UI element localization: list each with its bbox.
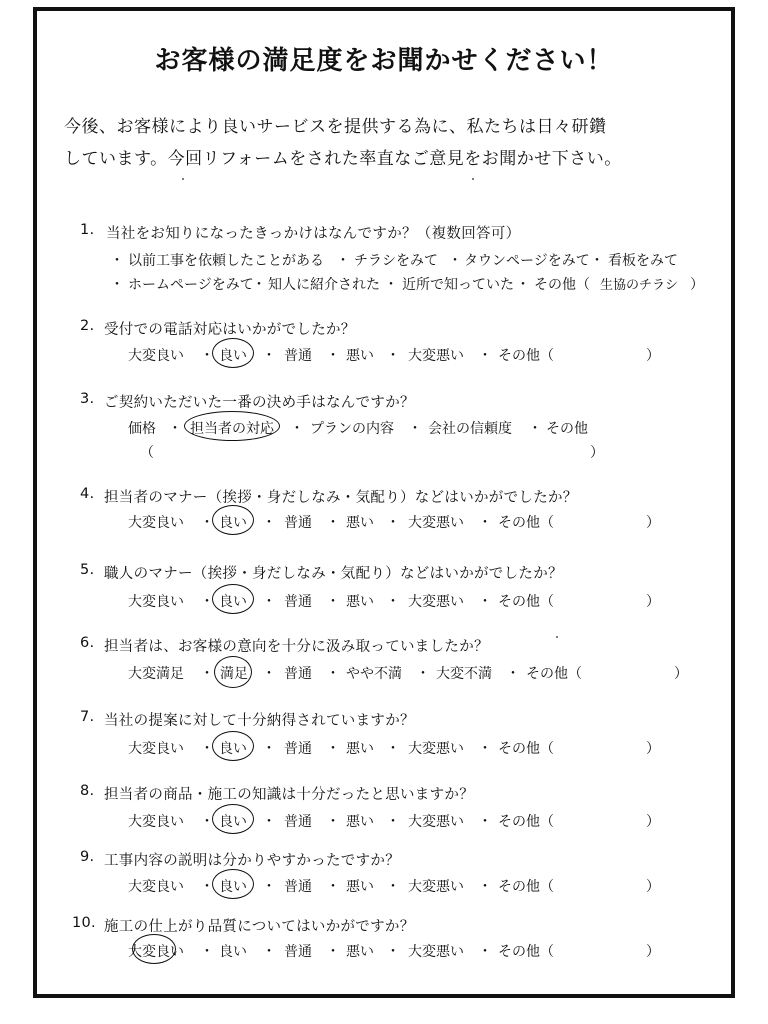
option-label: 大変悪い [408,348,464,364]
handwritten-answer: 生協のチラシ [600,278,679,293]
separator: ・ [326,944,340,960]
question-number: 8. [80,783,95,799]
separator: ・ [262,741,276,757]
separator: ・ [262,666,276,682]
page-title: お客様の満足度をお聞かせください！ [154,46,614,76]
separator: ・ [416,666,430,682]
option-label: 満足 [220,666,248,682]
separator: ・ [528,421,542,437]
option-label: 悪い [346,944,374,960]
option-label: 普通 [284,944,312,960]
option-label: ホームページをみて [128,277,254,293]
separator: ・ [386,814,400,830]
question-number: 10. [72,915,96,931]
option-label: 普通 [284,515,312,531]
option-label: その他（ [498,879,554,895]
option-label: 悪い [346,814,374,830]
separator: ・ [478,594,492,610]
option-label: 普通 [284,741,312,757]
option-label: 大変良い [128,515,184,531]
separator: ・ [384,277,398,293]
option-label: 大変良い [128,594,184,610]
question-text: ご契約いただいた一番の決め手はなんですか？ [104,395,415,411]
option-label: 悪い [346,741,374,757]
separator: ・ [168,421,182,437]
option-label: 以前工事を依頼したことがある [128,253,324,269]
selection-circle [212,804,254,834]
option-label: チラシをみて [354,253,438,269]
question-text: 施工の仕上がり品質についてはいかがですか？ [104,919,415,935]
paren-close: ） [646,944,660,960]
option-label: その他 [546,421,588,437]
separator: ・ [386,348,400,364]
question-text: 当社の提案に対して十分納得されていますか？ [104,713,415,729]
separator: ・ [386,879,400,895]
separator: ・ [478,515,492,531]
separator: ・ [326,814,340,830]
separator: ・ [336,253,350,269]
option-label: 普通 [284,879,312,895]
question-number: 1. [80,222,95,238]
option-label: プランの内容 [310,421,394,437]
option-label: 普通 [284,594,312,610]
option-label: 大変良い [128,348,184,364]
question-number: 5. [80,562,95,578]
option-label: その他（ [498,515,554,531]
separator: ・ [200,594,214,610]
separator: ・ [326,515,340,531]
option-label: 普通 [284,348,312,364]
option-label: その他（ [526,666,582,682]
paren-close: ） [674,666,688,682]
question-text: 職人のマナー（挨拶・身だしなみ・気配り）などはいかがでしたか？ [104,566,563,582]
option-label: 大変悪い [408,879,464,895]
separator: ・ [326,594,340,610]
separator: ・ [326,741,340,757]
option-label: 看板をみて [608,253,678,269]
option-label: 近所で知っていた [402,277,514,293]
option-label: 大変悪い [408,594,464,610]
separator: ・ [326,879,340,895]
option-label: その他（ [534,277,590,293]
separator: ・ [386,515,400,531]
option-label: 悪い [346,594,374,610]
separator: ・ [590,253,604,269]
separator: ・ [478,879,492,895]
scan-speck [182,178,184,180]
question-text: 当社をお知りになったきっかけはなんですか？（複数回答可） [106,226,521,242]
option-label: 悪い [346,879,374,895]
paren-close: ） [646,741,660,757]
selection-circle [132,934,176,964]
selection-circle [212,584,254,614]
option-label: 大変満足 [128,666,184,682]
separator: ・ [200,741,214,757]
option-label: 普通 [284,814,312,830]
selection-circle [184,411,280,441]
scan-speck [472,178,474,180]
selection-circle [212,338,254,368]
separator: ・ [478,814,492,830]
selection-circle [212,869,254,899]
scan-speck [556,636,558,638]
separator: ・ [262,515,276,531]
intro-line-1: 今後、お客様により良いサービスを提供する為に、私たちは日々研鑽 [64,117,607,137]
question-text: 工事内容の説明は分かりやすかったですか？ [104,853,400,869]
question-text: 受付での電話対応はいかがでしたか？ [104,322,356,338]
separator: ・ [262,348,276,364]
separator: ・ [448,253,462,269]
paren-close: ） [646,814,660,830]
selection-circle [212,731,254,761]
option-label: 悪い [346,515,374,531]
option-label: 大変良い [128,879,184,895]
separator: ・ [200,348,214,364]
option-label: その他（ [498,348,554,364]
option-label: 大変悪い [408,944,464,960]
option-label: 知人に紹介された [268,277,380,293]
paren-close: ） [646,515,660,531]
separator: ・ [200,666,214,682]
option-label: その他（ [498,594,554,610]
question-number: 3. [80,391,95,407]
option-label: 価格 [128,421,156,437]
separator: ・ [252,277,266,293]
separator: ・ [262,594,276,610]
separator: ・ [200,879,214,895]
option-label: 良い [219,944,247,960]
question-number: 2. [80,318,95,334]
paren-close: ） [646,879,660,895]
option-label: タウンページをみて [464,253,590,269]
option-label: 大変良い [128,944,184,960]
option-label: 良い [219,515,247,531]
option-label: 会社の信頼度 [428,421,512,437]
paren-close: ） [646,348,660,364]
selection-circle [214,656,252,688]
option-label: 大変悪い [408,814,464,830]
separator: ・ [326,348,340,364]
separator: ・ [200,814,214,830]
option-label: 普通 [284,666,312,682]
separator: ・ [200,515,214,531]
selection-circle [212,505,254,535]
separator: ・ [478,348,492,364]
separator: ・ [110,277,124,293]
option-label: 良い [219,594,247,610]
option-label: 良い [219,741,247,757]
separator: ・ [200,944,214,960]
option-label: 大変良い [128,814,184,830]
separator: ・ [110,253,124,269]
option-label: 悪い [346,348,374,364]
option-label: その他（ [498,814,554,830]
separator: ・ [262,814,276,830]
paren-close: ） [690,277,704,293]
separator: ・ [506,666,520,682]
paren-close: ） [590,445,604,461]
option-label: 良い [219,879,247,895]
option-label: 良い [219,814,247,830]
separator: ・ [326,666,340,682]
option-label: その他（ [498,944,554,960]
intro-line-2: しています。今回リフォームをされた率直なご意見をお聞かせ下さい。 [64,149,622,169]
question-number: 9. [80,849,95,865]
question-text: 担当者は、お客様の意向を十分に汲み取っていましたか？ [104,639,489,655]
separator: ・ [386,594,400,610]
option-label: 大変悪い [408,515,464,531]
question-number: 6. [80,635,95,651]
separator: ・ [290,421,304,437]
question-number: 7. [80,709,95,725]
option-label: やや不満 [346,666,402,682]
question-text: 担当者のマナー（挨拶・身だしなみ・気配り）などはいかがでしたか？ [104,490,578,506]
paren-close: ） [646,594,660,610]
separator: ・ [386,741,400,757]
separator: ・ [262,944,276,960]
separator: ・ [408,421,422,437]
separator: ・ [262,879,276,895]
option-label: 大変不満 [436,666,492,682]
question-number: 4. [80,486,95,502]
option-label: 大変良い [128,741,184,757]
question-text: 担当者の商品・施工の知識は十分だったと思いますか？ [104,787,474,803]
option-label: 良い [219,348,247,364]
separator: ・ [478,741,492,757]
option-label: その他（ [498,741,554,757]
paren-open: （ [140,445,154,461]
option-label: 担当者の対応 [190,421,274,437]
separator: ・ [386,944,400,960]
separator: ・ [478,944,492,960]
separator: ・ [516,277,530,293]
option-label: 大変悪い [408,741,464,757]
